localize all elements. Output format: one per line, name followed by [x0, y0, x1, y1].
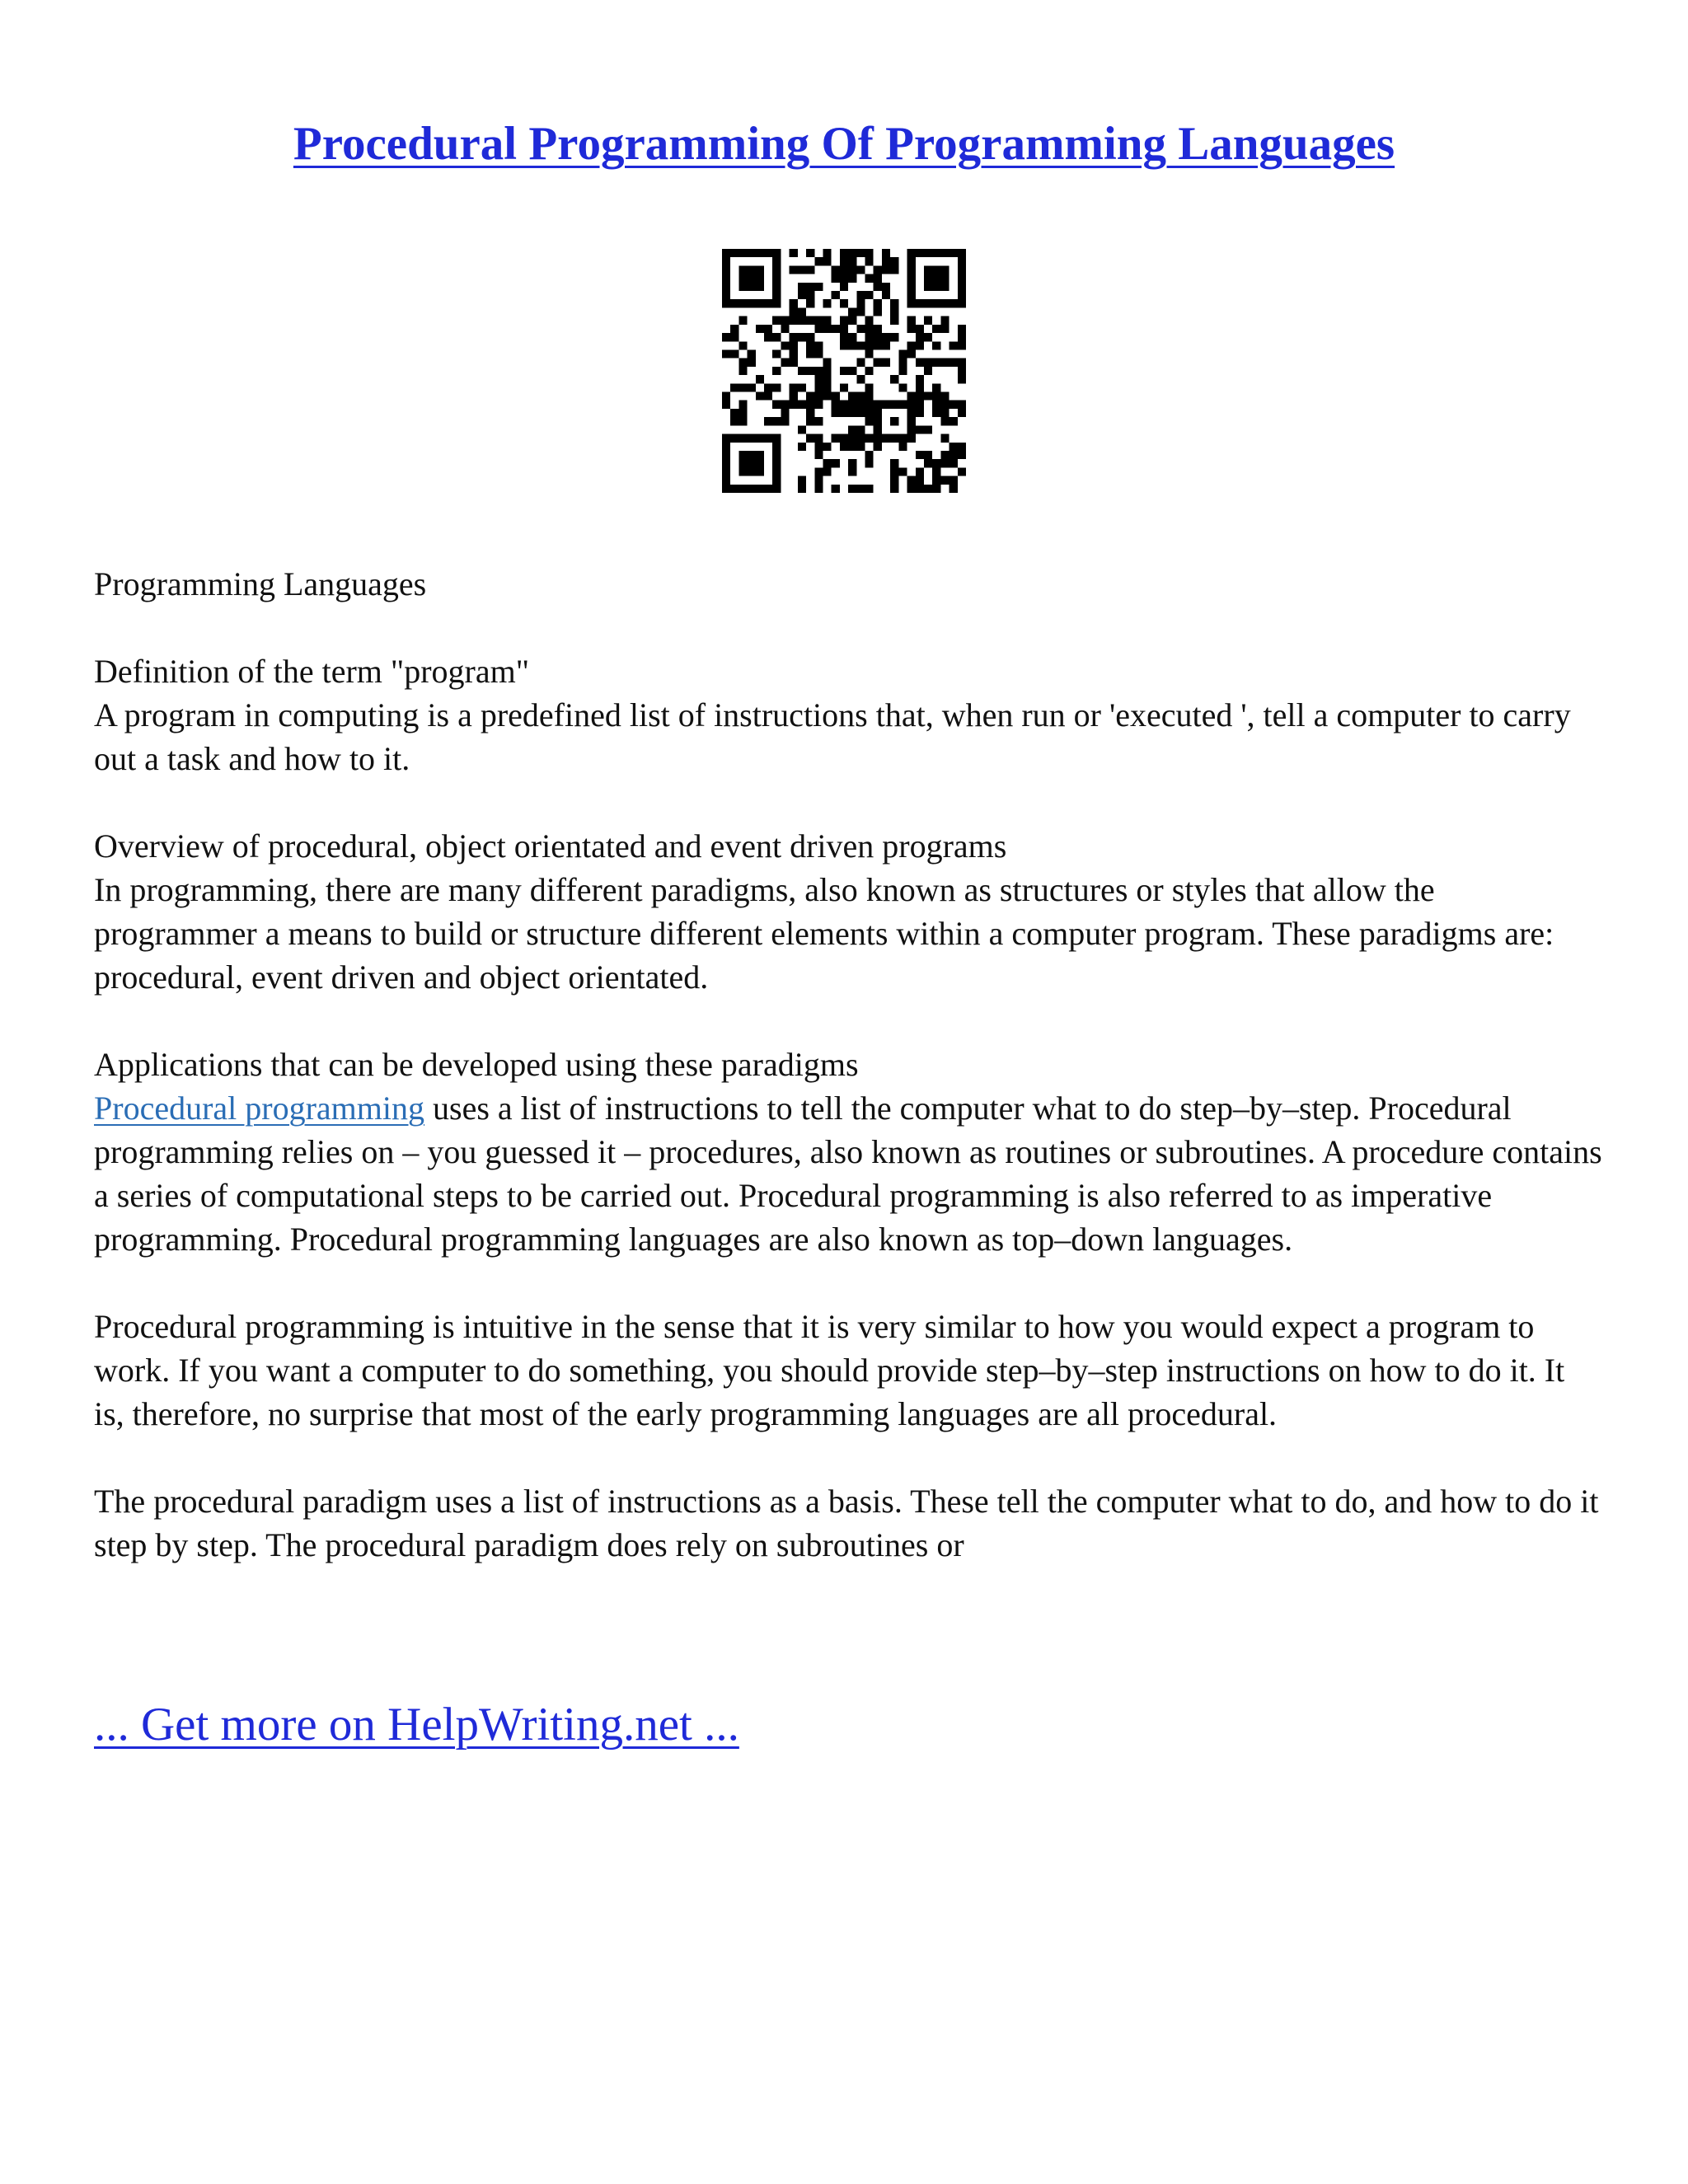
definition-heading: Definition of the term "program": [94, 653, 530, 690]
procedural-programming-link[interactable]: Procedural programming: [94, 1090, 424, 1127]
overview-section: [94, 824, 1602, 999]
applications-section: [94, 1043, 1602, 1261]
applications-text: uses a list of instructions to tell the computer what to do step–by–step. Procedural programming relies on – you guessed it – procedures, also known as routines or subroutines. A procedure contains a series of computational steps to be carried out. Procedural programming is also referred to as imperative programming. Procedural programming languages are also known as top–down languages.: [94, 1090, 1602, 1258]
intro-heading: [94, 562, 1602, 606]
overview-heading: Overview of procedural, object orientated and event driven programs: [94, 827, 1007, 865]
paradigm-paragraph-text: The procedural paradigm uses a list of instructions as a basis. These tell the computer what to do, and how to do it step by step. The procedural paradigm does rely on subroutines or: [94, 1483, 1599, 1563]
intuitive-paragraph: [94, 1305, 1602, 1436]
get-more-link[interactable]: ... Get more on HelpWriting.net ...: [94, 1699, 739, 1750]
definition-section: [94, 649, 1602, 780]
document-body: [94, 562, 1602, 1610]
overview-text: In programming, there are many different paradigms, also known as structures or styles that allow the programmer a means to build or structure different elements within a computer program. These paradigms are: procedural, event driven and object orientated.: [94, 871, 1554, 996]
intro-heading-text: Programming Languages: [94, 565, 427, 602]
paradigm-paragraph: [94, 1479, 1602, 1567]
definition-text: A program in computing is a predefined list of instructions that, when run or 'executed ', tell a computer to carry out a task and how to it.: [94, 696, 1571, 777]
intuitive-paragraph-text: Procedural programming is intuitive in the sense that it is very similar to how you would expect a program to work. If you want a computer to do something, you should provide step–by–step instructions on how to do it. It is, therefore, no surprise that most of the early programming languages are all procedural.: [94, 1308, 1565, 1432]
document-title-link[interactable]: Procedural Programming Of Programming Languages: [293, 118, 1395, 170]
qr-code-icon: [722, 249, 966, 493]
applications-heading: Applications that can be developed using these paradigms: [94, 1046, 859, 1083]
